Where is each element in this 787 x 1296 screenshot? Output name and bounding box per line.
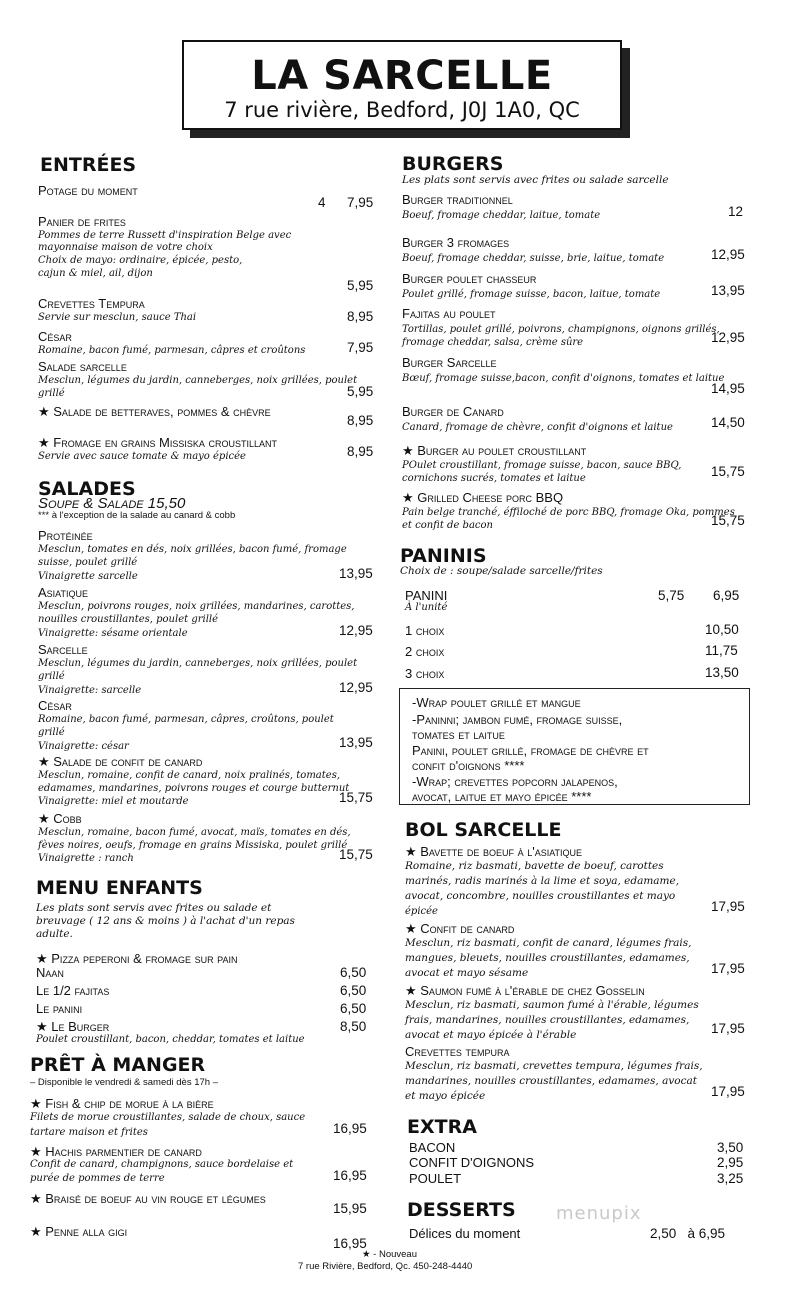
desc-frites-3: Choix de mayo: ordinaire, épicée, pesto, [38, 255, 243, 266]
price-naan: 6,50 [340, 965, 367, 980]
watermark: menupix [556, 1203, 642, 1224]
item-fajitas-enfants: Le 1/2 fajitas [36, 983, 110, 998]
item-bol-canard: ★ Confit de canard [405, 921, 515, 936]
desc-cesar-1: Romaine, bacon fumé, parmesan, câpres, croûtons, poulet [38, 714, 334, 725]
desc-bol-crevettes-2: mandarines, nouilles croustillantes, edamames, avocat [405, 1075, 697, 1087]
price-fish: 16,95 [333, 1121, 367, 1136]
desc-bol-crevettes-1: Mesclun, riz basmati, crevettes tempura, légumes frais, [405, 1060, 703, 1072]
item-burger-sarcelle: Burger Sarcelle [402, 355, 497, 370]
restaurant-name: LA SARCELLE [251, 53, 553, 99]
section-title-paninis: PANINIS [400, 545, 487, 567]
price-burger-fromages: 12,95 [711, 247, 745, 262]
desc-proteinee-2: suisse, poulet grillé [38, 557, 138, 568]
item-1-choix: 1 choix [405, 623, 445, 638]
item-burger-trad: Burger traditionnel [402, 192, 513, 207]
item-panini-enfants: Le panini [36, 1001, 83, 1016]
item-delices: Délices du moment [409, 1226, 521, 1241]
item-proteinee: Protéinée [38, 528, 93, 543]
price-2-choix: 11,75 [705, 643, 738, 658]
enfants-note-2: breuvage ( 12 ans & moins ) à l'achat d'un repas [36, 915, 295, 927]
paninis-note: Choix de : soupe/salade sarcelle/frites [400, 565, 603, 577]
desc-grilled-1: Pain belge tranché, éffiloché de porc BBQ, fromage Oka, pommes [402, 507, 735, 518]
price-potage-large: 7,95 [347, 195, 374, 210]
special-wrap-crevettes-2: avocat, laitue et mayo épicée **** [412, 789, 592, 804]
item-cesar-salade: César [38, 698, 72, 713]
price-crevettes: 8,95 [347, 309, 374, 324]
desc-saumon-1: Mesclun, riz basmati, saumon fumé à l'érable, légumes [405, 999, 699, 1011]
price-potage-small: 4 [318, 195, 326, 210]
desc-saumon-2: frais, mandarines, nouilles croustillantes, edamames, [405, 1014, 690, 1026]
desc-cobb-2: fèves noires, oeufs, fromage en grains Missiska, poulet grillé [38, 840, 348, 851]
desc-fish-1: Filets de morue croustillantes, salade de choux, sauce [30, 1112, 306, 1123]
desc-salade-1: Mesclun, légumes du jardin, canneberges, noix grillées, poulet [38, 375, 358, 386]
desc-bavette-1: Romaine, riz basmati, bavette de boeuf, carottes [405, 860, 664, 872]
desc-cesar-3: Vinaigrette: césar [38, 741, 129, 752]
section-title-bol: BOL SARCELLE [405, 819, 562, 841]
special-panini-chevre: Panini, poulet grillé, fromage de chèvre et [412, 743, 649, 758]
salades-subtitle: Soupe & Salade 15,50 [38, 495, 186, 512]
special-wrap-crevettes: -Wrap; crevettes popcorn jalapenos, [412, 774, 618, 789]
price-hachis: 16,95 [333, 1168, 367, 1183]
price-extra-poulet: 3,25 [717, 1171, 744, 1186]
item-frites: Panier de frites [38, 214, 126, 229]
desc-hachis-2: purée de pommes de terre [30, 1173, 165, 1184]
price-burger-canard: 14,50 [711, 415, 745, 430]
item-pizza: ★ Pizza peperoni & fromage sur pain [36, 951, 238, 966]
item-fish: ★ Fish & chip de morue à la bière [30, 1096, 214, 1111]
item-burger-canard: Burger de Canard [402, 404, 504, 419]
price-salade: 5,95 [347, 384, 374, 399]
price-extra-confit: 2,95 [717, 1155, 744, 1170]
price-cesar-salade: 13,95 [339, 735, 373, 750]
desc-fajitas-2: fromage cheddar, salsa, crème sûre [402, 337, 584, 348]
desc-burger-sarcelle: Bœuf, fromage suisse,bacon, confit d'oignons, tomates et laitue [402, 373, 725, 384]
desc-fajitas-1: Tortillas, poulet grillé, poivrons, champignons, oignons grillés, [402, 324, 720, 335]
restaurant-address: 7 rue rivière, Bedford, J0J 1A0, QC [224, 98, 580, 122]
desc-salade-2: grillé [38, 388, 65, 399]
price-grilled: 15,75 [711, 513, 745, 528]
price-saumon: 17,95 [711, 1021, 745, 1036]
desc-sarcelle-3: Vinaigrette: sarcelle [38, 685, 142, 696]
desc-sarcelle-2: grillé [38, 671, 65, 682]
desc-bol-canard-3: avocat et mayo sésame [405, 967, 529, 979]
price-delices: 2,50 à 6,95 [650, 1226, 726, 1241]
desc-cobb-3: Vinaigrette : ranch [38, 853, 134, 864]
item-naan: Naan [36, 965, 64, 980]
desc-asiatique-2: nouilles croustillantes, poulet grillé [38, 614, 219, 625]
section-title-desserts: DESSERTS [407, 1199, 516, 1221]
salades-note: *** à l'exception de la salade au canard & cobb [38, 510, 236, 521]
enfants-note-3: adulte. [36, 928, 73, 940]
desc-burger-enfants: Poulet croustillant, bacon, cheddar, tomates et laitue [36, 1034, 305, 1045]
item-braise: ★ Braisé de boeuf au vin rouge et légumes [30, 1191, 266, 1206]
price-proteinee: 13,95 [339, 566, 373, 581]
desc-fromage: Servie avec sauce tomate & mayo épicée [38, 451, 246, 462]
price-fromage: 8,95 [347, 444, 374, 459]
section-title-burgers: BURGERS [402, 153, 504, 175]
desc-burger-chasseur: Poulet grillé, fromage suisse, bacon, laitue, tomate [402, 289, 661, 300]
desc-bol-canard-2: mangues, bleuets, nouilles croustillantes, edamames, [405, 952, 690, 964]
item-sarcelle: Sarcelle [38, 642, 88, 657]
desc-frites-1: Pommes de terre Russett d'inspiration Belge avec [38, 230, 292, 241]
desc-proteinee-3: Vinaigrette sarcelle [38, 571, 138, 582]
desc-canard-2: edamames, mandarines, poivrons rouges et courge butternut [38, 783, 350, 794]
price-sarcelle: 12,95 [339, 680, 373, 695]
item-burger-croustillant: ★ Burger au poulet croustillant [402, 443, 587, 458]
section-title-pret: PRÊT À MANGER [30, 1054, 206, 1076]
item-betteraves: ★ Salade de betteraves, pommes & chèvre [38, 404, 271, 419]
price-bavette: 17,95 [711, 899, 745, 914]
special-wrap-poulet: -Wrap poulet grillé et mangue [412, 695, 581, 710]
desc-burger-canard: Canard, fromage de chèvre, confit d'oignons et laitue [402, 422, 673, 433]
item-extra-poulet: POULET [409, 1171, 462, 1186]
price-1-choix: 10,50 [705, 622, 739, 637]
desc-asiatique-1: Mesclun, poivrons rouges, noix grillées, mandarines, carottes, [38, 601, 355, 612]
price-burger-chasseur: 13,95 [711, 283, 745, 298]
price-burger-trad: 12 [728, 204, 744, 219]
item-penne: ★ Penne alla gigi [30, 1224, 128, 1239]
desc-saumon-3: avocat et mayo épicée à l'érable [405, 1029, 577, 1041]
footer-address: 7 rue Rivière, Bedford, Qc. 450-248-4440 [298, 1261, 473, 1272]
section-title-extra: EXTRA [407, 1116, 477, 1138]
desc-hachis-1: Confit de canard, champignons, sauce bordelaise et [30, 1159, 294, 1170]
special-paninni-jambon-2: tomates et laitue [412, 727, 505, 742]
item-extra-bacon: BACON [409, 1140, 456, 1155]
item-extra-confit: CONFIT D'OIGNONS [409, 1155, 535, 1170]
item-cobb: ★ Cobb [38, 811, 82, 826]
burgers-note: Les plats sont servis avec frites ou salade sarcelle [402, 174, 669, 186]
item-grilled-cheese: ★ Grilled Cheese porc BBQ [402, 490, 564, 505]
footer-legend: ★ - Nouveau [362, 1249, 417, 1260]
desc-frites-2: mayonnaise maison de votre choix [38, 242, 213, 253]
price-fajitas-enfants: 6,50 [340, 983, 367, 998]
desc-cobb-1: Mesclun, romaine, bacon fumé, avocat, maïs, tomates en dés, [38, 827, 351, 838]
desc-canard-1: Mesclun, romaine, confit de canard, noix pralinés, tomates, [38, 770, 341, 781]
item-crevettes: Crevettes Tempura [38, 296, 145, 311]
item-bol-crevettes: Crevettes tempura [405, 1044, 510, 1059]
desc-canard-3: Vinaigrette: miel et moutarde [38, 796, 189, 807]
desc-bol-crevettes-3: et mayo épicée [405, 1090, 486, 1102]
item-burger-chasseur: Burger poulet chasseur [402, 271, 537, 286]
pret-note: – Disponible le vendredi & samedi dès 17h – [30, 1077, 219, 1088]
desc-crevettes: Servie sur mesclun, sauce Thai [38, 312, 197, 323]
desc-bol-canard-1: Mesclun, riz basmati, confit de canard, légumes frais, [405, 937, 692, 949]
price-extra-bacon: 3,50 [717, 1140, 744, 1155]
item-hachis: ★ Hachis parmentier de canard [30, 1144, 202, 1159]
section-title-entrees: ENTRÉES [40, 154, 137, 176]
item-panini: PANINI [405, 588, 448, 603]
price-fajitas: 12,95 [711, 330, 745, 345]
item-bavette: ★ Bavette de boeuf à l'asiatique [405, 844, 583, 859]
price-cesar: 7,95 [347, 340, 374, 355]
item-canard: ★ Salade de confit de canard [38, 754, 203, 769]
desc-panini-unit: À l'unité [405, 602, 448, 613]
desc-bavette-4: épicée [405, 906, 438, 917]
price-betteraves: 8,95 [347, 413, 374, 428]
price-canard: 15,75 [339, 790, 373, 805]
item-potage: Potage du moment [38, 183, 138, 198]
item-3-choix: 3 choix [405, 666, 445, 681]
item-cesar: César [38, 329, 72, 344]
enfants-note-1: Les plats sont servis avec frites ou salade et [36, 902, 272, 914]
desc-cesar-2: grillé [38, 727, 65, 738]
desc-grilled-2: et confit de bacon [402, 520, 493, 531]
item-saumon: ★ Saumon fumé à l'érable de chez Gosselin [405, 983, 645, 998]
price-bol-canard: 17,95 [711, 961, 745, 976]
price-3-choix: 13,50 [705, 665, 739, 680]
section-title-enfants: MENU ENFANTS [36, 877, 203, 899]
desc-bavette-3: avocat, concombre, nouilles croustillantes et mayo [405, 890, 676, 902]
desc-fish-2: tartare maison et frites [30, 1127, 148, 1138]
header-box [182, 40, 622, 130]
item-burger-enfants: ★ Le Burger [36, 1019, 110, 1034]
price-burger-sarcelle: 14,95 [711, 381, 745, 396]
price-bol-crevettes: 17,95 [711, 1084, 745, 1099]
desc-sarcelle-1: Mesclun, légumes du jardin, canneberges, noix grillées, poulet [38, 658, 358, 669]
item-2-choix: 2 choix [405, 644, 445, 659]
special-paninni-jambon: -Paninni; jambon fumé, fromage suisse, [412, 712, 623, 727]
price-burger-enfants: 8,50 [340, 1019, 367, 1034]
desc-burger-croustillant-1: POulet croustillant, fromage suisse, bacon, sauce BBQ, [402, 460, 682, 471]
price-braise: 15,95 [333, 1201, 367, 1216]
item-fromage: ★ Fromage en grains Missiska croustillant [38, 435, 278, 450]
special-panini-chevre-2: confit d'oignons **** [412, 758, 525, 773]
item-fajitas: Fajitas au poulet [402, 306, 496, 321]
section-title-salades: SALADES [38, 478, 136, 500]
price-penne: 16,95 [333, 1236, 367, 1251]
desc-proteinee-1: Mesclun, tomates en dés, noix grillées, bacon fumé, fromage [38, 544, 347, 555]
price-panini-enfants: 6,50 [340, 1001, 367, 1016]
desc-frites-4: cajun & miel, ail, dijon [38, 268, 153, 279]
price-cobb: 15,75 [339, 847, 373, 862]
desc-burger-trad: Boeuf, fromage cheddar, laitue, tomate [402, 210, 601, 221]
price-panini-1: 5,75 [658, 588, 685, 603]
desc-bavette-2: marinés, radis marinés à la lime et soya, edamame, [405, 875, 680, 887]
desc-burger-croustillant-2: cornichons sucrés, tomates et laitue [402, 473, 586, 484]
price-frites: 5,95 [347, 278, 374, 293]
item-salade-sarcelle: Salade sarcelle [38, 359, 127, 374]
item-burger-fromages: Burger 3 fromages [402, 235, 510, 250]
desc-asiatique-3: Vinaigrette: sésame orientale [38, 628, 188, 639]
price-burger-croustillant: 15,75 [711, 464, 745, 479]
desc-cesar: Romaine, bacon fumé, parmesan, câpres et croûtons [38, 345, 306, 356]
item-asiatique: Asiatique [38, 585, 89, 600]
desc-burger-fromages: Boeuf, fromage cheddar, suisse, brie, laitue, tomate [402, 253, 665, 264]
price-panini-2: 6,95 [713, 588, 740, 603]
price-asiatique: 12,95 [339, 623, 373, 638]
